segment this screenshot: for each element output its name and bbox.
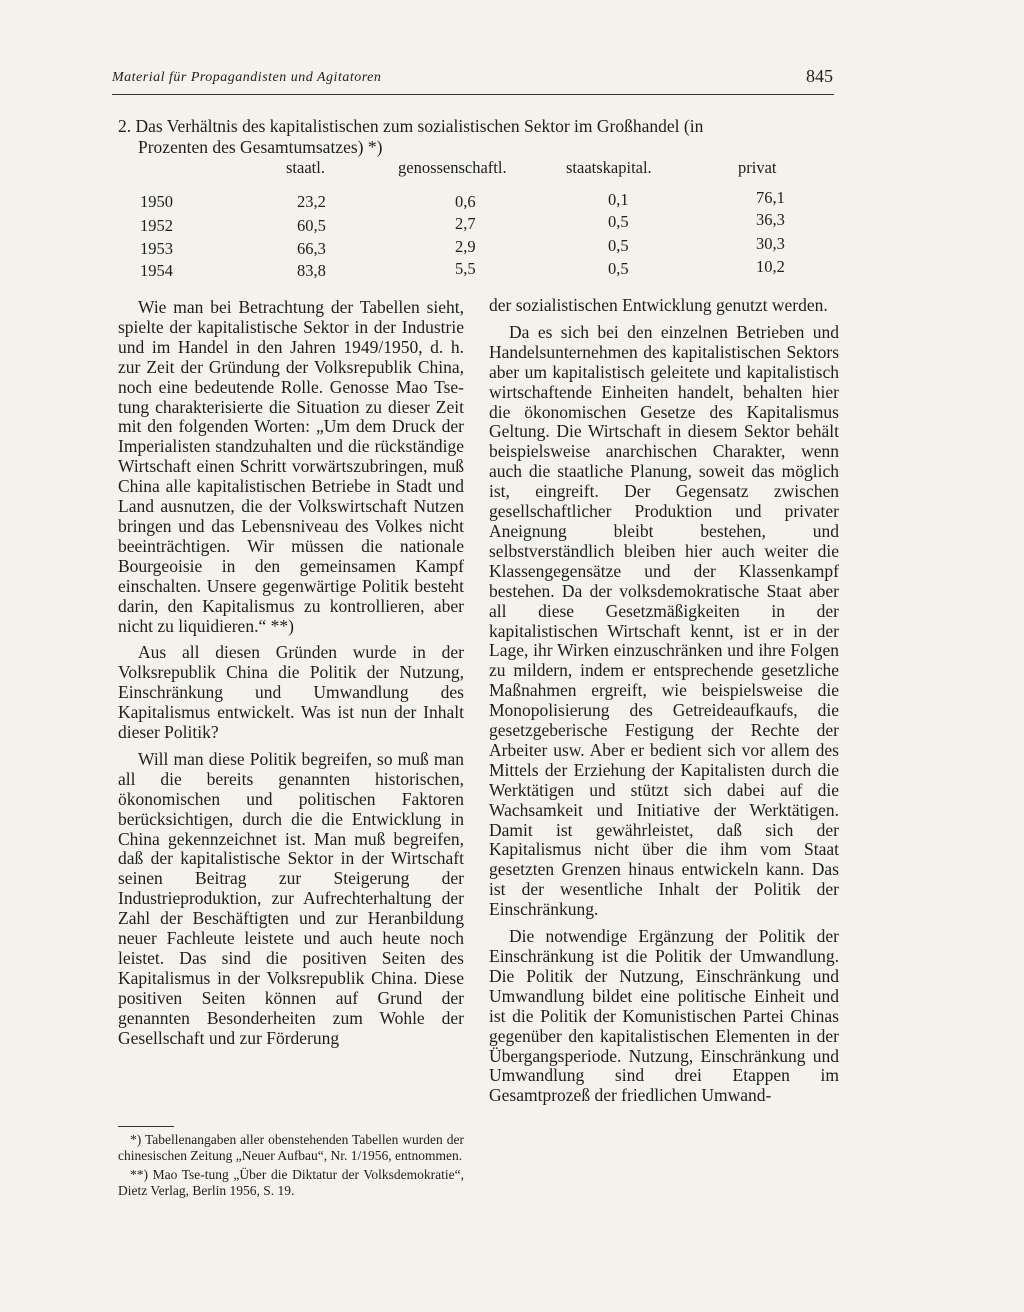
column-header-staatl: staatl. bbox=[286, 158, 325, 177]
column-header-genossenschaftl: genossenschaftl. bbox=[398, 158, 507, 177]
footnote: **) Mao Tse-tung „Über die Diktatur der Volksdemokratie“, Dietz Verlag, Berlin 1956, S. 19. bbox=[118, 1167, 464, 1198]
table-cell: 2,9 bbox=[455, 237, 476, 256]
table-caption-line-1: 2. Das Verhältnis des kapitalistischen zum sozialistischen Sektor im Großhandel (in bbox=[118, 116, 704, 136]
row-year: 1952 bbox=[140, 216, 173, 235]
paragraph: der sozialistischen Entwicklung genutzt werden. bbox=[489, 295, 828, 315]
column-header-staatskapital: staatskapital. bbox=[566, 158, 652, 177]
left-column bbox=[118, 298, 464, 1049]
table-cell: 36,3 bbox=[756, 210, 785, 229]
footnote: *) Tabellenangaben aller obenstehenden Tabellen wurden der chinesischen Zeitung „Neuer Aufbau“, Nr. 1/1956, entnommen. bbox=[118, 1132, 464, 1163]
paragraph: Da es sich bei den einzelnen Betrieben und Handelsunternehmen des kapitalistischen Sektors aber um kapitalistisch geleitete und kapitalistisch wirtschaftende Einheiten handelt, behalten hier die ökonomischen Gesetze des Kapitalismus Geltung. Die Wirtschaft in diesem Sektor behält beispielsweise anarchischen Charakter, wenn auch die staatliche Planung, soweit das möglich ist, eingreift. Der Gegensatz zwischen gesellschaftlicher Produktion und privater Aneignung bleibt bestehen, und selbstverständlich bleiben hier auch weiter die Klassengegensätze und der Klassenkampf bestehen. Da der volksdemokratische Staat aber all diese Gesetzmäßigkeiten in der kapitalistischen Wirtschaft kennt, ist er in der Lage, ihr Wirken einzuschränken und ihre Folgen zu mildern, indem er entsprechende gesetzliche Maßnahmen ergreift, wie beispielsweise die Monopolisierung des Getreideaufkaufs, die gesetzgeberische Festigung der Rechte der Arbeiter usw. Aber er bedient sich vor allem des Mittels der Erziehung der Kapitalisten durch die Werktätigen und stützt sich dabei auf die Wachsamkeit und Initiative der Werktätigen. Damit ist gewährleistet, daß sich der Kapitalismus nicht über die ihm vom Staat gesetzten Grenzen hinaus entwickeln kann. Das ist der wesentliche Inhalt der Politik der Einschränkung. bbox=[489, 321, 839, 920]
table-cell: 83,8 bbox=[297, 261, 326, 280]
table-cell: 0,5 bbox=[608, 259, 629, 278]
row-year: 1953 bbox=[140, 239, 173, 258]
table-cell: 30,3 bbox=[756, 234, 785, 253]
row-year: 1950 bbox=[140, 192, 173, 211]
footnotes bbox=[118, 1132, 464, 1198]
paragraph: Wie man bei Betrachtung der Tabellen sieht, spielte der kapitalistische Sektor in der Industrie und im Handel in den Jahren 1949/1950, d. h. zur Zeit der Gründung der Volksrepublik China, noch eine bedeutende Rolle. Genosse Mao Tse-tung charakterisierte die Situation zu dieser Zeit mit den folgenden Worten: „Um dem Druck der Imperialisten standzuhalten und die rückständige Wirtschaft einen Schritt vorwärtszubringen, muß China alle kapitalistischen Betriebe in Stadt und Land ausnutzen, die der Volkswirtschaft Nutzen bringen und das Lebensniveau des Volkes nicht beeinträchtigen. Wir müssen die nationale Bourgeoisie in den gemeinsamen Kampf einschalten. Unsere gegenwärtige Politik besteht darin, den Kapitalismus zu kontrollieren, aber nicht zu liquidieren.“ **) bbox=[118, 297, 464, 636]
table-cell: 76,1 bbox=[756, 188, 785, 207]
row-year: 1954 bbox=[140, 261, 173, 280]
right-column bbox=[489, 296, 839, 1106]
table-cell: 23,2 bbox=[297, 192, 326, 211]
table-cell: 60,5 bbox=[297, 216, 326, 235]
table-cell: 0,5 bbox=[608, 212, 629, 231]
table-caption-line-2: Prozenten des Gesamtumsatzes) *) bbox=[138, 137, 383, 157]
table-cell: 0,6 bbox=[455, 192, 476, 211]
table-cell: 10,2 bbox=[756, 257, 785, 276]
table-cell: 5,5 bbox=[455, 259, 476, 278]
table-cell: 0,5 bbox=[608, 236, 629, 255]
page-number: 845 bbox=[806, 66, 833, 86]
header-rule bbox=[112, 94, 834, 95]
table-cell: 66,3 bbox=[297, 239, 326, 258]
paragraph: Will man diese Politik begreifen, so muß man all die bereits genannten historischen, ökonomischen und politischen Faktoren berücksichtigen, durch die die Entwicklung in China gekennzeichnet ist. Man muß begreifen, daß der kapitalistische Sektor in der Wirtschaft seinen Beitrag zur Steigerung der Industrieproduktion, zur Aufrechterhaltung der Zahl der Beschäftigten und zur Heranbildung neuer Fachleute leistete und auch heute noch leistet. Das sind die positiven Seiten des Kapitalismus in der Volksrepublik China. Diese positiven Seiten können auf Grund der genannten Besonderheiten zum Wohle der Gesellschaft und zur Förderung bbox=[118, 748, 464, 1048]
column-header-privat: privat bbox=[738, 158, 777, 177]
table-caption bbox=[118, 116, 848, 158]
footnote-rule bbox=[118, 1126, 174, 1127]
paragraph: Aus all diesen Gründen wurde in der Volksrepublik China die Politik der Nutzung, Einschränkung und Umwandlung des Kapitalismus entwickelt. Was ist nun der Inhalt dieser Politik? bbox=[118, 642, 464, 743]
table-cell: 2,7 bbox=[455, 214, 476, 233]
paragraph: Die notwendige Ergänzung der Politik der Einschränkung ist die Politik der Umwandlung. Die Politik der Nutzung, Einschränkung und Umwandlung bildet eine politische Einheit und ist die Politik der Komunistischen Partei Chinas gegenüber den kapitalistischen Elementen in der Übergangsperiode. Nutzung, Einschränkung und Umwandlung sind drei Etappen im Gesamtprozeß der friedlichen Umwand- bbox=[489, 926, 839, 1106]
running-title: Material für Propagandisten und Agitatoren bbox=[112, 70, 382, 85]
table-cell: 0,1 bbox=[608, 190, 629, 209]
